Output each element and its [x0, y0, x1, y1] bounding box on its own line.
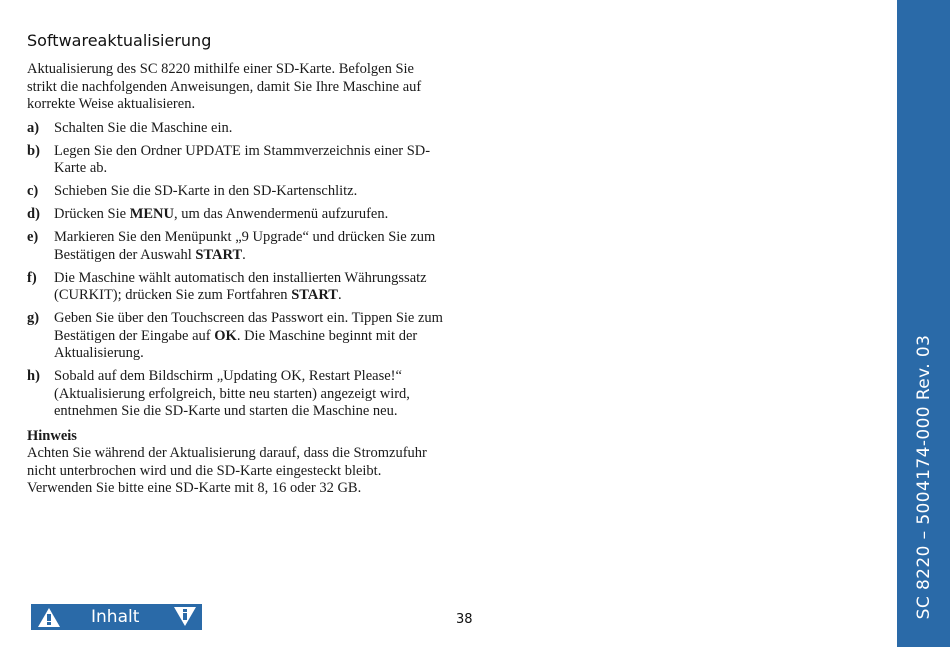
step-keyword: START: [291, 287, 338, 303]
step-item: [27, 120, 447, 138]
step-text: Legen Sie den Ordner UPDATE im Stammverzeichnis einer SD-Karte ab.: [54, 142, 431, 176]
step-item: [27, 183, 447, 201]
step-item: [27, 310, 447, 363]
step-letter: c): [27, 183, 39, 199]
contents-link[interactable]: Inhalt: [91, 607, 140, 627]
arrow-down-icon[interactable]: [174, 607, 196, 626]
step-item: [27, 229, 447, 264]
step-text-post: .: [242, 246, 246, 263]
step-keyword: START: [195, 246, 243, 263]
step-letter: f): [27, 269, 37, 286]
step-keyword: MENU: [129, 206, 175, 222]
step-item: [27, 368, 447, 421]
step-item: [27, 143, 447, 178]
content-body: [27, 61, 447, 498]
arrow-up-icon[interactable]: [38, 608, 60, 627]
step-text-pre: Die Maschine wählt automatisch den installierten Währungssatz (CURKIT); drücken Sie zum Fortfahren: [54, 269, 427, 303]
step-text-post: , um das Anwendermenü aufzurufen.: [174, 206, 389, 222]
page-number: 38: [456, 612, 473, 627]
step-letter: d): [27, 206, 40, 222]
step-letter: e): [27, 229, 39, 245]
step-text-pre: Drücken Sie: [54, 206, 130, 222]
step-letter: a): [27, 119, 40, 136]
step-text-pre: Geben Sie über den Touchscreen das Passwort ein. Tippen Sie zum Bestätigen der Eingabe auf: [54, 310, 443, 344]
document-sidebar: [897, 0, 950, 647]
step-text: Sobald auf dem Bildschirm „Updating OK, Restart Please!“ (Aktualisierung erfolgreich, bitte neu starten) angezeigt wird, entnehmen Sie die SD-Karte und starten die Maschine neu.: [54, 368, 410, 419]
step-letter: g): [27, 310, 40, 326]
intro-paragraph: Aktualisierung des SC 8220 mithilfe einer SD-Karte. Befolgen Sie strikt die nachfolgenden Anweisungen, damit Sie Ihre Maschine auf korrekte Weise aktualisieren.: [27, 61, 422, 112]
step-text-post: . Die Maschine beginnt mit der Aktualisierung.: [54, 327, 418, 361]
step-item: [27, 270, 447, 305]
note-text: Achten Sie während der Aktualisierung darauf, dass die Stromzufuhr nicht unterbrochen wird und die SD-Karte eingesteckt bleibt. Verwenden Sie bitte eine SD-Karte mit 8, 16 oder 32 GB.: [27, 445, 427, 496]
step-text: Schieben Sie die SD-Karte in den SD-Kartenschlitz.: [54, 183, 358, 199]
step-item: [27, 206, 447, 224]
step-letter: h): [27, 368, 40, 384]
navigation-bar: [31, 604, 202, 630]
step-keyword: OK: [214, 327, 237, 344]
steps-list: [27, 120, 447, 421]
note-title: Hinweis: [27, 427, 77, 444]
document-id: SC 8220 – 5004174-000 Rev. 03: [913, 334, 934, 620]
step-letter: b): [27, 142, 40, 159]
step-text-pre: Markieren Sie den Menüpunkt „9 Upgrade“ und drücken Sie zum Bestätigen der Auswahl: [54, 229, 436, 263]
step-text-post: .: [337, 287, 342, 303]
step-text: Schalten Sie die Maschine ein.: [54, 119, 233, 136]
page-title: Softwareaktualisierung: [27, 31, 212, 50]
